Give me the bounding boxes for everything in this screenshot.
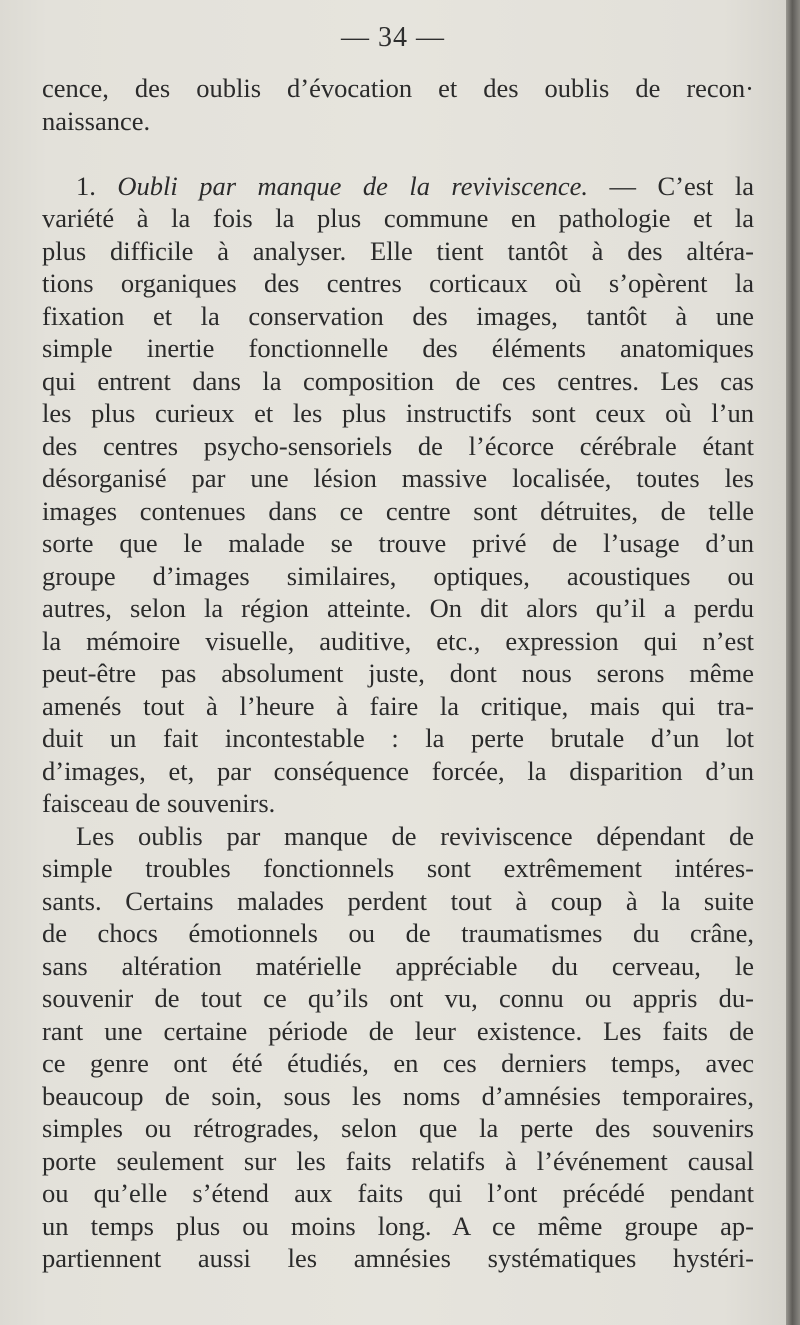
text-line: partiennent aussi les amnésies systématiques hystéri- (42, 1243, 754, 1273)
text-line: ce genre ont été étudiés, en ces derniers temps, avec (42, 1048, 754, 1078)
page-number: — 34 — (341, 22, 445, 53)
text-line: des centres psycho-sensoriels de l’écorce cérébrale étant (42, 430, 754, 461)
text-line: porte seulement sur les faits relatifs à l’événement causal (42, 1145, 754, 1176)
text-line: souvenir de tout ce qu’ils ont vu, connu ou appris du- (42, 983, 754, 1013)
text-line: amenés tout à l’heure à faire la critique, mais qui tra- (42, 690, 754, 721)
text-line: sants. Certains malades perdent tout à coup à la suite (42, 885, 754, 916)
text-line: faisceau de souvenirs. (42, 788, 276, 818)
text-line: simples ou rétrogrades, selon que la perte des souvenirs (42, 1113, 754, 1143)
text-line: d’images, et, par conséquence forcée, la disparition d’un (42, 755, 754, 786)
text-line: variété à la fois la plus commune en pathologie et la (42, 203, 754, 233)
text-line: naissance. (42, 105, 151, 136)
text-line: qui entrent dans la composition de ces centres. Les cas (42, 365, 754, 396)
text-line: la mémoire visuelle, auditive, etc., expression qui n’est (42, 625, 754, 656)
section-heading-dash: — C’est la (588, 170, 755, 201)
body-text (42, 72, 754, 1275)
text-line: sans altération matérielle appréciable du cerveau, le (42, 950, 754, 981)
text-line: cence, des oublis d’évocation et des oublis de recon· (42, 73, 754, 103)
text-line: peut-être pas absolument juste, dont nous serons même (42, 658, 754, 688)
text-line: fixation et la conservation des images, tantôt à une (42, 300, 754, 331)
text-line: plus difficile à analyser. Elle tient tantôt à des altéra- (42, 235, 754, 266)
text-line: autres, selon la région atteinte. On dit alors qu’il a perdu (42, 593, 754, 623)
text-line: beaucoup de soin, sous les noms d’amnésies temporaires, (42, 1080, 754, 1111)
text-line: duit un fait incontestable : la perte brutale d’un lot (42, 723, 754, 753)
section-title: Oubli par manque de la reviviscence. (117, 170, 589, 201)
text-line: un temps plus ou moins long. A ce même groupe ap- (42, 1210, 754, 1241)
text-line: groupe d’images similaires, optiques, acoustiques ou (42, 560, 754, 591)
text-line: ou qu’elle s’étend aux faits qui l’ont précédé pendant (42, 1178, 754, 1208)
text-line: Les oublis par manque de reviviscence dépendant de (76, 820, 754, 851)
paragraph-gap (42, 137, 754, 170)
page-edge-shadow (786, 0, 800, 1325)
text-line: tions organiques des centres corticaux où s’opèrent la (42, 268, 754, 298)
text-line: rant une certaine période de leur existence. Les faits de (42, 1015, 754, 1046)
section-heading-line (42, 170, 754, 203)
text-line: de chocs émotionnels ou de traumatismes du crâne, (42, 918, 754, 948)
text-line: simple troubles fonctionnels sont extrêmement intéres- (42, 853, 754, 883)
text-line: images contenues dans ce centre sont détruites, de telle (42, 495, 754, 526)
text-line: désorganisé par une lésion massive localisée, toutes les (42, 463, 754, 493)
text-line: les plus curieux et les plus instructifs sont ceux où l’un (42, 398, 754, 428)
text-line: simple inertie fonctionnelle des éléments anatomiques (42, 333, 754, 363)
section-number: 1. (76, 170, 96, 201)
text-line: sorte que le malade se trouve privé de l’usage d’un (42, 528, 754, 558)
